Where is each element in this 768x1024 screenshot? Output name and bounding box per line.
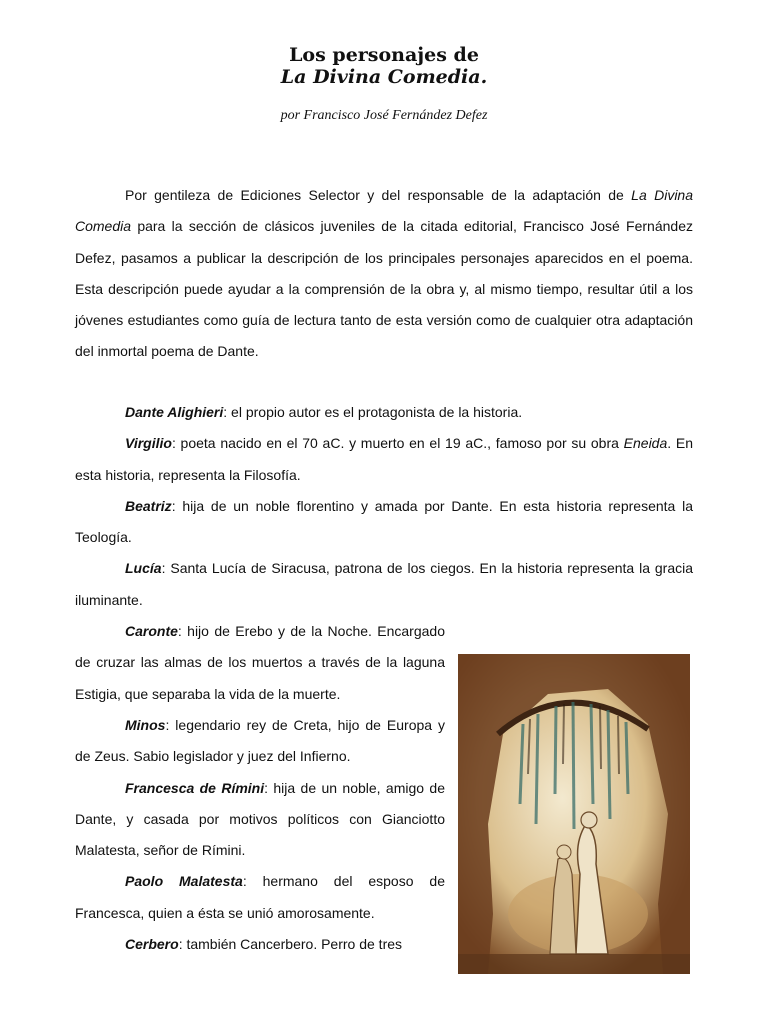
title-line-1: Los personajes de (289, 44, 479, 66)
intro-work-title: La Divina Comedia (75, 187, 693, 235)
character-description: : también Cancerbero. Perro de tres (178, 936, 403, 953)
painting-illustration (458, 654, 690, 974)
character-name: Paolo Malatesta (125, 873, 243, 890)
character-entry (75, 397, 693, 428)
character-name: Virgilio (125, 435, 172, 452)
work-title: Eneida (623, 435, 668, 452)
character-entry (75, 929, 445, 960)
character-description: : hermano del esposo de Francesca, quien a ésta se unió amorosamente. (75, 873, 445, 921)
character-name: Dante Alighieri (125, 404, 224, 420)
character-entry (75, 616, 445, 710)
character-name: Francesca de Rímini (125, 779, 265, 796)
character-entry (75, 710, 445, 773)
character-description: : el propio autor es el protagonista de la historia. (223, 404, 523, 420)
title-line-2: La Divina Comedia. (280, 66, 488, 88)
intro-text-1: Por gentileza de Ediciones Selector y del responsable de la adaptación de (125, 187, 632, 203)
character-description: : poeta nacido en el 70 aC. y muerto en el 19 aC., famoso por su obra (171, 435, 624, 452)
character-entry (75, 866, 445, 929)
character-name: Lucía (125, 560, 162, 577)
character-name: Caronte (125, 623, 178, 640)
character-description: : legendario rey de Creta, hijo de Europa y de Zeus. Sabio legislador y juez del Infierno. (75, 716, 445, 765)
character-name: Cerbero (125, 936, 179, 953)
character-entry (75, 428, 693, 491)
character-description: : hija de un noble, amigo de Dante, y casada por motivos políticos con Gianciotto Malatesta, señor de Rímini. (75, 779, 445, 859)
character-description: : Santa Lucía de Siracusa, patrona de los ciegos. En la historia representa la gracia iluminante. (75, 560, 693, 608)
author-byline: por Francisco José Fernández Defez (280, 108, 488, 123)
intro-text-2: para la sección de clásicos juveniles de la citada editorial, Francisco José Fernández Defez, pasamos a publicar la descripción de los principales personajes aparecidos en el poema. Esta descripción puede ayudar a la comprensión de la obra y, al mismo tiempo, resultar útil a los jóvenes estudiantes como guía de lectura tanto de esta versión como de cualquier otra adaptación del inmortal poema de Dante. (75, 218, 693, 360)
cave-painting-image (458, 654, 690, 974)
character-description: : hija de un noble florentino y amada por Dante. En esta historia representa la Teología. (75, 497, 693, 546)
character-description: : hijo de Erebo y de la Noche. Encargado de cruzar las almas de los muertos a través de la laguna Estigia, que separaba la vida de la muerte. (75, 623, 445, 702)
character-entry (75, 491, 693, 554)
character-name: Beatriz (125, 497, 172, 514)
character-description: . En esta historia, representa la Filosofía. (75, 435, 693, 483)
character-entry (75, 773, 445, 867)
narrow-column (75, 616, 445, 960)
intro-paragraph (75, 180, 693, 368)
character-name: Minos (125, 716, 166, 733)
character-entry (75, 553, 693, 616)
